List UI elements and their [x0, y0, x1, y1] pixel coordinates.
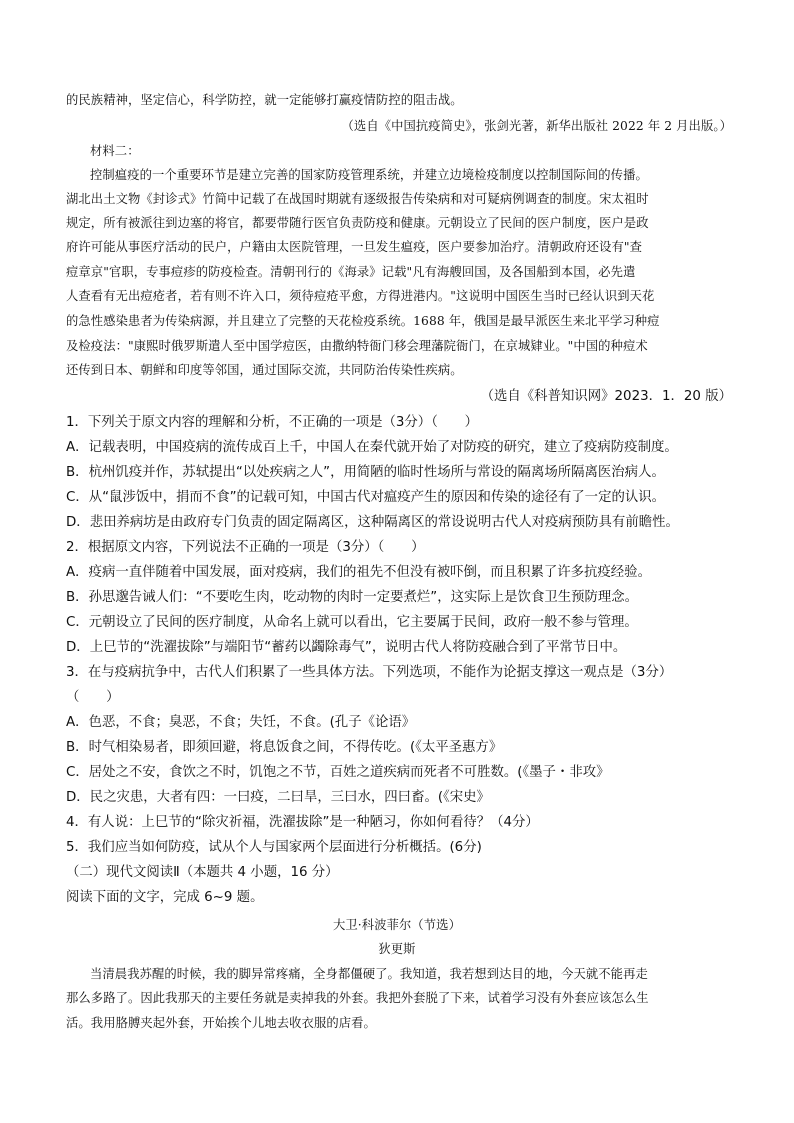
section-2-instruction: 阅读下面的文字，完成 6~9 题。 — [66, 890, 264, 905]
source-citation-1: （选自《中国抗疫简史》，张剑光著，新华出版社 2022 年 2 月出版。） — [341, 119, 732, 133]
material-2-label: 材料二： — [90, 144, 140, 158]
story-line: 活。我用胳膊夹起外套，开始挨个儿地去收衣服的店看。 — [66, 1016, 376, 1030]
material-2-line: 还传到日本、朝鲜和印度等邻国，通过国际交流，共同防治传染性疾病。 — [66, 363, 463, 377]
question-3-option-b: B．时气相染易者，即须回避，将息饭食之间，不得传吃。(《太平圣惠方》 — [66, 740, 503, 755]
material-2-line: 的急性感染患者为传染病源，并且建立了完整的天花检疫系统。1688 年，俄国是最早派医生来北平学习种痘 — [66, 314, 660, 328]
intro-tail-line: 的民族精神，坚定信心，科学防控，就一定能够打赢疫情防控的阻击战。 — [66, 93, 463, 107]
material-2-line: 控制瘟疫的一个重要环节是建立完善的国家防疫管理系统，并建立边境检疫制度以控制国际间的传播。 — [90, 168, 648, 182]
question-1-option-c: C．从“鼠涉饭中，捐而不食”的记载可知，中国古代对瘟疫产生的原因和传染的途径有了一定的认识。 — [66, 490, 666, 505]
material-2-line: 人查看有无出痘疮者，若有则不许入口，须待痘疮平愈，方得进港内。"这说明中国医生当时已经认识到天花 — [66, 289, 655, 303]
material-2-line: 府许可能从事医疗活动的民户，户籍由太医院管理，一旦发生瘟疫，医户要参加治疗。清朝政府还设有"查 — [66, 240, 643, 254]
question-3-stem: 3．在与疫病抗争中，古代人们积累了一些具体方法。下列选项，不能作为论据支撑这一观点是（3分） — [66, 665, 673, 680]
question-1-stem: 1．下列关于原文内容的理解和分析，不正确的一项是（3分）（ ） — [66, 415, 479, 430]
material-2-line: 及检疫法："康熙时俄罗斯遣人至中国学痘医，由撒纳特衙门移会理藩院衙门，在京城肄业。"中国的种痘术 — [66, 339, 648, 353]
question-1-option-d: D．悲田养病坊是由政府专门负责的固定隔离区，这种隔离区的常设说明古代人对疫病预防具有前瞻性。 — [66, 515, 679, 530]
source-citation-2: （选自《科普知识网》2023．1．20 版） — [480, 389, 732, 404]
story-title: 大卫·科波菲尔（节选） — [333, 918, 461, 932]
question-2-option-d: D．上巳节的“洗濯拔除”与端阳节“蓄药以蠲除毒气”，说明古代人将防疫融合到了平常节日中。 — [66, 640, 627, 655]
question-2-option-a: A．疫病一直伴随着中国发展，面对疫病，我们的祖先不但没有被吓倒，而且积累了许多抗疫经验。 — [66, 565, 651, 580]
question-4: 4．有人说：上巳节的“除灾祈福，洗濯拔除”是一种陋习，你如何看待？（4分） — [66, 815, 539, 830]
question-5: 5．我们应当如何防疫，试从个人与国家两个层面进行分析概括。(6分) — [66, 840, 482, 855]
material-2-line: 痘章京"官职，专事痘疹的防疫检查。清朝刊行的《海录》记载"凡有海艘回国，及各国船到本国，必先遣 — [66, 265, 636, 279]
story-line: 当清晨我苏醒的时候，我的脚异常疼痛，全身都僵硬了。我知道，我若想到达目的地，今天就不能再走 — [90, 967, 648, 981]
question-3-option-c: C．居处之不安，食饮之不时，饥饱之不节，百姓之道疾病而死者不可胜数。(《墨子・非攻》 — [66, 765, 610, 780]
question-1-option-a: A．记载表明，中国疫病的流传成百上千，中国人在秦代就开始了对防疫的研究，建立了疫病防疫制度。 — [66, 440, 678, 455]
question-2-option-c: C．元朝设立了民间的医疗制度，从命名上就可以看出，它主要属于民间，政府一般不参与管理。 — [66, 615, 638, 630]
section-2-heading: （二）现代文阅读Ⅱ（本题共 4 小题，16 分） — [66, 865, 339, 880]
material-2-line: 规定，所有被派往到边塞的将官，都要带随行医官负责防疫和健康。元朝设立了民间的医户制度，医户是政 — [66, 216, 649, 230]
story-line: 那么多路了。因此我那天的主要任务就是卖掉我的外套。我把外套脱了下来，试着学习没有外套应该怎么生 — [66, 991, 649, 1005]
question-1-option-b: B．杭州饥疫并作，苏轼提出“以处疾病之人”，用简陋的临时性场所与常设的隔离场所隔离医治病人。 — [66, 465, 665, 480]
material-2-line: 湖北出土文物《封诊式》竹简中记载了在战国时期就有逐级报告传染病和对可疑病例调查的制度。宋太祖时 — [66, 192, 649, 206]
question-3-answer-paren: （ ） — [66, 690, 120, 705]
question-3-option-a: A．色恶，不食；臭恶，不食；失饪，不食。(孔子《论语》 — [66, 715, 416, 730]
question-3-option-d: D．民之灾患，大者有四：一曰疫，二曰旱，三曰水，四曰畜。(《宋史》 — [66, 790, 490, 805]
question-2-option-b: B．孙思邈告诫人们：“不要吃生肉，吃动物的肉时一定要煮烂”，这实际上是饮食卫生预防理念。 — [66, 590, 639, 605]
question-2-stem: 2．根据原文内容，下列说法不正确的一项是（3分）（ ） — [66, 540, 425, 555]
story-author: 狄更斯 — [378, 942, 416, 956]
